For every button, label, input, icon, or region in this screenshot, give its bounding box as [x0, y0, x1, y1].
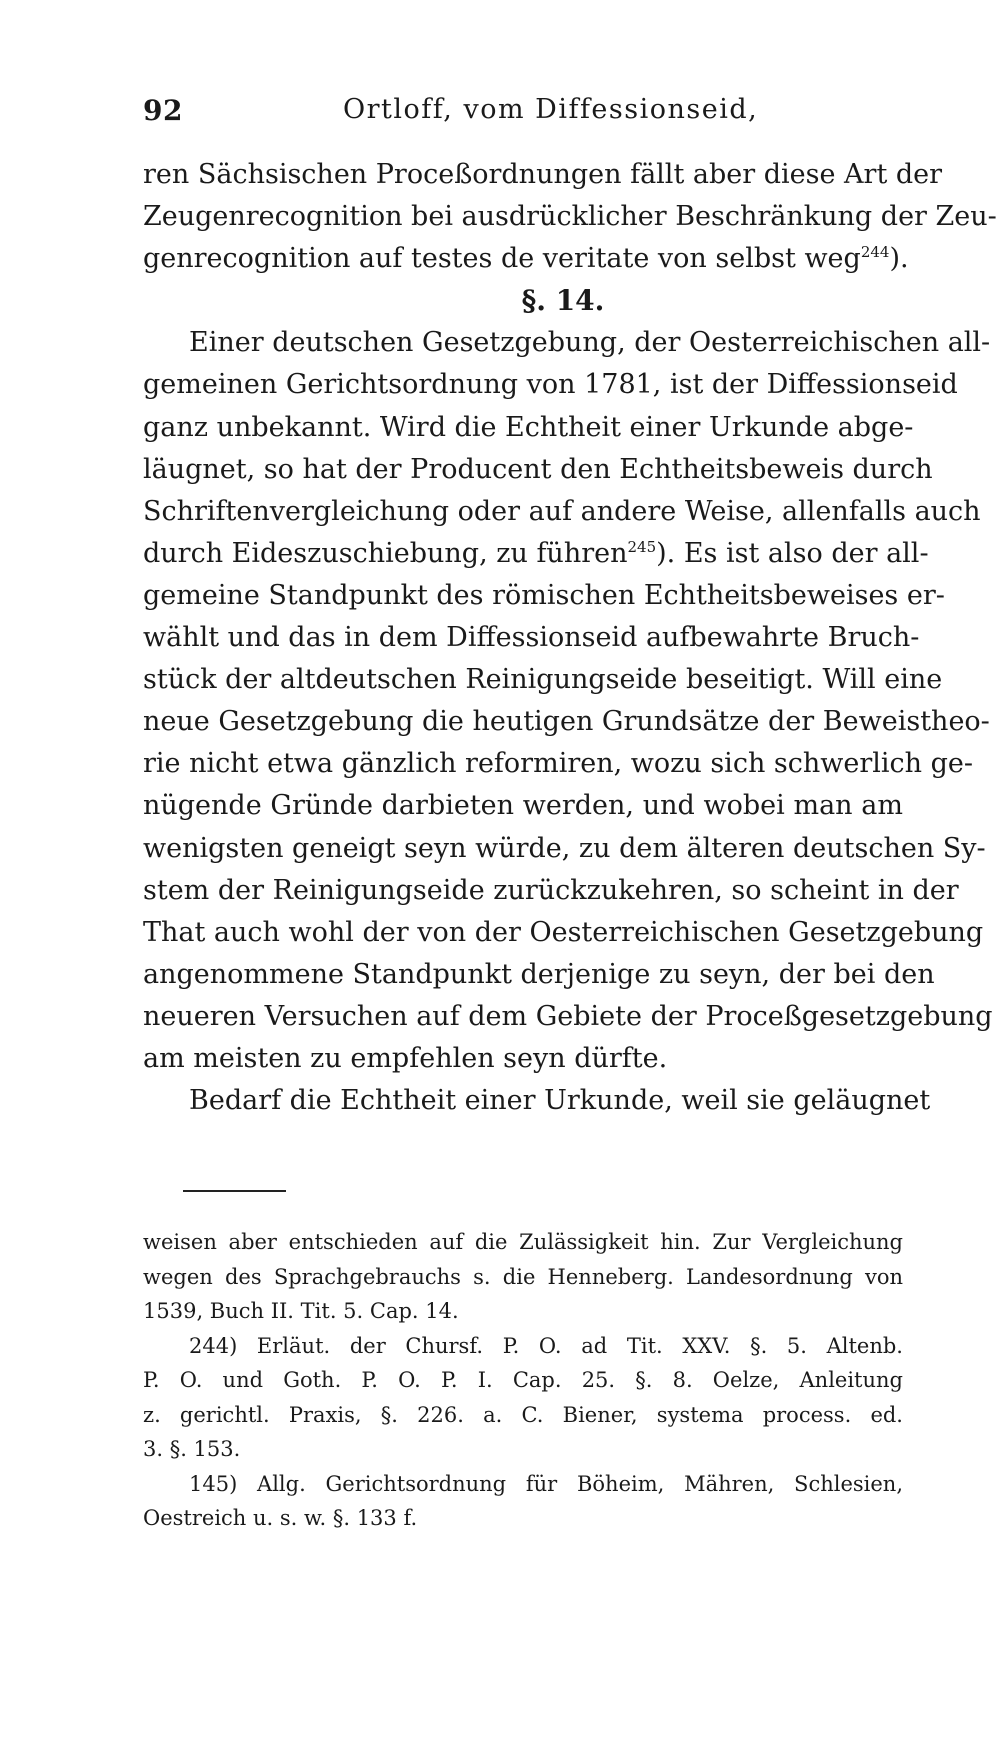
main-text	[143, 154, 997, 1122]
text-line: Schriftenvergleichung oder auf andere Weise, allenfalls auch	[143, 495, 981, 527]
text-line: rie nicht etwa gänzlich reformiren, wozu sich schwerlich ge-	[143, 748, 974, 780]
footnote-reference: 245	[627, 537, 657, 556]
footnote-244: 244) Erläut. der Chursf. P. O. ad Tit. XXV. §. 5. Altenb.	[189, 1333, 903, 1358]
text-line: ganz unbekannt. Wird die Echtheit einer Urkunde abge-	[143, 411, 914, 443]
text-line-tail: ). Es ist also der all-	[656, 537, 929, 569]
text-line: neueren Versuchen auf dem Gebiete der Proceßgesetzgebung	[143, 1000, 993, 1032]
text-line: stem der Reinigungseide zurückzukehren, so scheint in der	[143, 874, 959, 906]
text-line: That auch wohl der von der Oesterreichischen Gesetzgebung	[143, 916, 984, 948]
text-line: nügende Gründe darbieten werden, und wobei man am	[143, 790, 903, 822]
footnote-line: Oestreich u. s. w. §. 133 f.	[143, 1506, 418, 1530]
footnote-line: P. O. und Goth. P. O. P. I. Cap. 25. §. 8. Oelze, Anleitung	[143, 1368, 903, 1392]
footnotes	[143, 1225, 903, 1536]
running-head: Ortloff, vom Diffessionseid,	[343, 94, 759, 125]
footnote-reference: 244	[860, 243, 890, 262]
footnote-line: wegen des Sprachgebrauchs s. die Henneberg. Landesordnung von	[143, 1264, 903, 1289]
text-line	[143, 238, 909, 280]
text-line: am meisten zu empfehlen seyn dürfte.	[143, 1042, 668, 1074]
footnote-divider	[183, 1190, 286, 1192]
text-line: wenigsten geneigt seyn würde, zu dem älteren deutschen Sy-	[143, 832, 986, 864]
text-line-content: durch Eideszuschiebung, zu führen	[143, 537, 628, 569]
footnote-245: 145) Allg. Gerichtsordnung für Böheim, Mähren, Schlesien,	[189, 1471, 903, 1496]
section-heading: §. 14.	[521, 284, 605, 318]
text-line: gemeine Standpunkt des römischen Echtheitsbeweises er-	[143, 579, 945, 611]
text-line: gemeinen Gerichtsordnung von 1781, ist der Diffessionseid	[143, 369, 958, 401]
text-line	[143, 533, 929, 575]
text-line: Zeugenrecognition bei ausdrücklicher Beschränkung der Zeu-	[143, 201, 997, 233]
text-line: stück der altdeutschen Reinigungseide beseitigt. Will eine	[143, 664, 943, 696]
text-line-tail: ).	[889, 243, 909, 275]
footnote-line: weisen aber entschieden auf die Zulässigkeit hin. Zur Vergleichung	[143, 1230, 903, 1254]
footnote-line: z. gerichtl. Praxis, §. 226. a. C. Biener, systema process. ed.	[143, 1402, 903, 1427]
text-line: angenommene Standpunkt derjenige zu seyn, der bei den	[143, 958, 935, 990]
footnote-line: 3. §. 153.	[143, 1437, 241, 1461]
text-line: neue Gesetzgebung die heutigen Grundsätze der Beweistheo-	[143, 706, 990, 738]
text-line: läugnet, so hat der Producent den Echtheitsbeweis durch	[143, 453, 933, 485]
text-line: Bedarf die Echtheit einer Urkunde, weil sie geläugnet	[189, 1085, 931, 1117]
footnote-line: 1539, Buch II. Tit. 5. Cap. 14.	[143, 1299, 459, 1323]
text-line: wählt und das in dem Diffessionseid aufbewahrte Bruch-	[143, 622, 920, 654]
text-line-content: genrecognition auf testes de veritate von selbst weg	[143, 243, 861, 275]
text-line: ren Sächsischen Proceßordnungen fällt aber diese Art der	[143, 159, 943, 190]
page-number: 92	[143, 94, 183, 127]
text-line: Einer deutschen Gesetzgebung, der Oesterreichischen all-	[189, 327, 991, 359]
page-header	[143, 94, 903, 134]
